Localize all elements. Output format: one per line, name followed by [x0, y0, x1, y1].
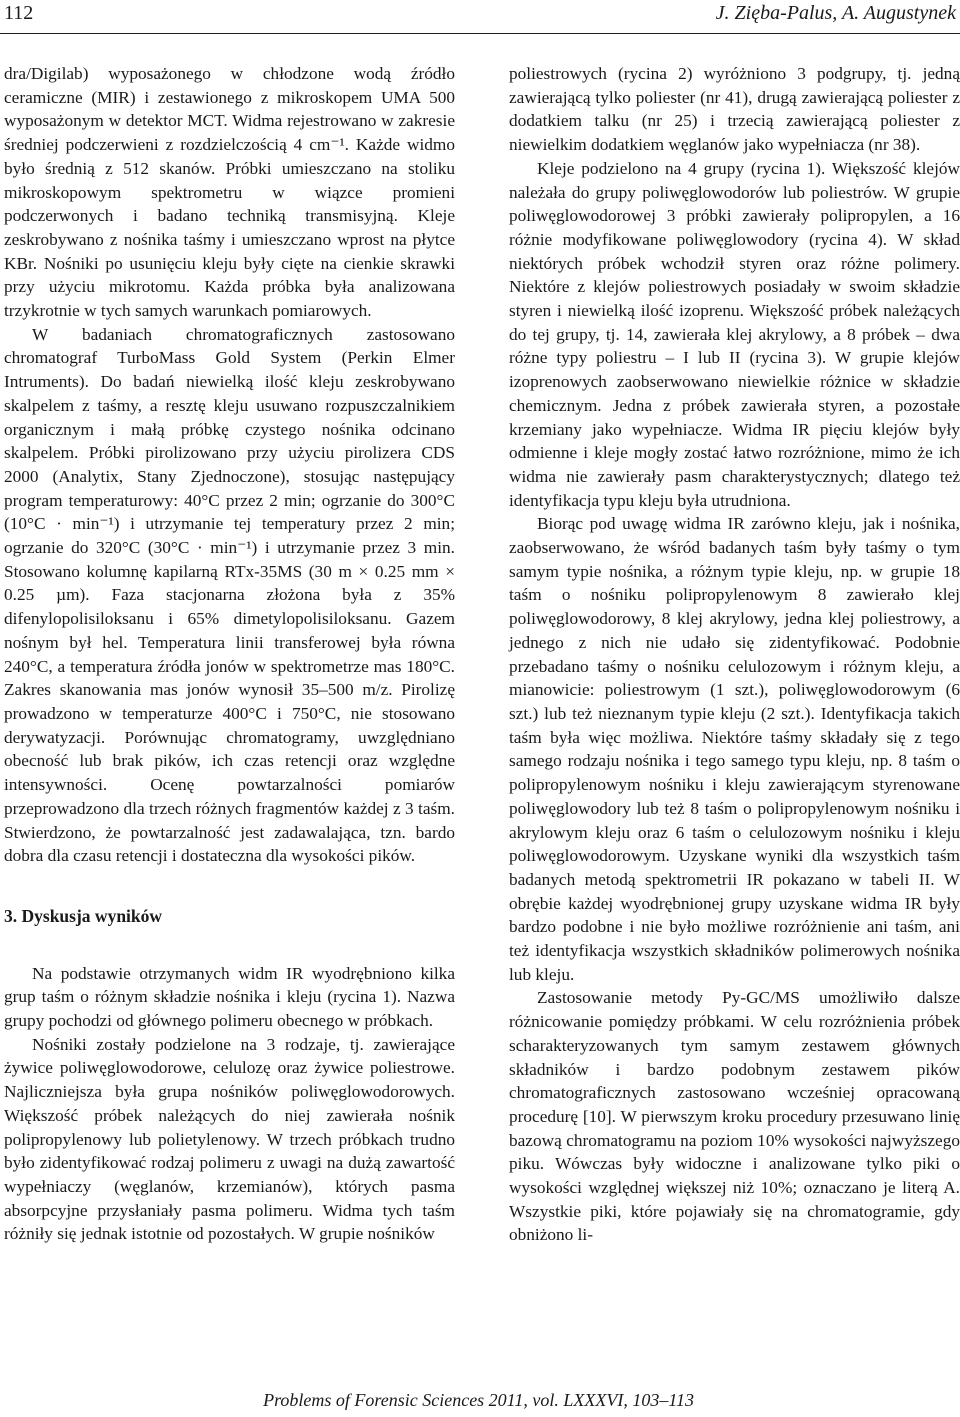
left-column [4, 62, 455, 1246]
header-rule [0, 33, 960, 34]
paragraph: Biorąc pod uwagę widma IR zarówno kleju, jak i nośnika, zaobserwowano, że wśród badanych taśm były taśmy o tym samym typie nośnika, a różnym typie kleju, np. w grupie 18 taśm o nośniku polipropylenowym 8 zawierało klej poliwęglowodorowy, 8 klej akrylowy, jedna klej poliestrowy, a jednego z nich nie udało się zidentyfikować. Podobnie przebadano taśmy o nośniku celulozowym i różnym kleju, a mianowicie: poliestrowym (1 szt.), poliwęglowodorowym (6 szt.) lub też nieznanym typie kleju (2 szt.). Identyfikacja takich taśm była więc możliwa. Niektóre taśmy składały się z tego samego rodzaju nośnika i tego samego typu kleju, np. 8 taśm o polipropylenowym nośniku i kleju zawierającym styrenowane poliwęglowodory lub też 8 taśm o polipropylenowym nośniku i akrylowym kleju oraz 6 taśm o celulozowym nośniku i kleju poliwęglowodorowym. Uzyskane wyniki dla wszystkich taśm badanych metodą spektrometrii IR pokazano w tabeli II. W obrębie każdej wyodrębnionej grupy uzyskane widma IR były bardzo podobne i nie było możliwe rozróżnienie ani taśm, ani też identyfikacja wszystkich składników polimerowych nośnika lub kleju. [509, 514, 960, 984]
page-number: 112 [4, 2, 34, 24]
right-column [509, 62, 960, 1247]
paragraph: Na podstawie otrzymanych widm IR wyodrębniono kilka grup taśm o różnym składzie nośnika i kleju (rycina 1). Nazwa grupy pochodzi od głównego polimeru obecnego w próbkach. [4, 963, 455, 1031]
paragraph: Kleje podzielono na 4 grupy (rycina 1). Większość klejów należała do grupy poliwęglowodorów lub poliestrów. W grupie poliwęglowodorowej 3 próbki zawierały polipropylen, a 16 różnie modyfikowane poliwęglowodory (rycina 4). W skład niektórych próbek wchodził styren oraz różne polimery. Niektóre z klejów poliestrowych posiadały w swoim składzie styren i niewielką ilość izoprenu. Większość próbek należących do tej grupy, tj. 14, zawierała klej akrylowy, a 8 próbek – dwa różne typy poliestru – I lub II (rycina 3). W grupie klejów izoprenowych zaobserwowano niewielkie różnice w składzie chemicznym. Jedna z próbek zawierała styren, a pozostałe krzemiany jako wypełniacze. Widma IR pięciu klejów były odmienne i kleje mogły zostać łatwo rozróżnione, mimo że ich widma nie zawierały pasm charakterystycznych; dlatego też identyfikacja typu kleju była utrudniona. [509, 158, 960, 510]
running-head-authors: J. Zięba-Palus, A. Augustynek [715, 2, 956, 24]
paragraph: Nośniki zostały podzielone na 3 rodzaje, tj. zawierające żywice poliwęglowodorowe, celulozę oraz żywice poliestrowe. Najliczniejsza była grupa nośników poliwęglowodorowych. Większość próbek należących do niej zawierała nośnik polipropylenowy lub polietylenowy. W trzech próbkach trudno było zidentyfikować rodzaj polimeru z uwagi na dużą zawartość wypełniaczy (węglanów, krzemianów), których pasma absorpcyjne przysłaniały pasma polimeru. Widma tych taśm różniły się jednak istotnie od pozostałych. W grupie nośników [4, 1034, 455, 1244]
paragraph: W badaniach chromatograficznych zastosowano chromatograf TurboMass Gold System (Perkin Elmer Intruments). Do badań niewielką ilość kleju zeskrobywano skalpelem z taśmy, a resztę kleju usuwano rozpuszczalnikiem organicznym i małą próbkę czystego nośnika odcinano skalpelem. Próbki pirolizowano przy użyciu pirolizera CDS 2000 (Analytix, Stany Zjednoczone), stosując następujący program temperaturowy: 40°C przez 2 min; ogrzanie do 300°C (10°C · min⁻¹) i utrzymanie tej temperatury przez 2 min; ogrzanie do 320°C (30°C · min⁻¹) i utrzymanie przez 3 min. Stosowano kolumnę kapilarną RTx-35MS (30 m × 0.25 mm × 0.25 µm). Faza stacjonarna złożona była z 35% difenylopolisiloksanu i 65% dimetylopolisiloksanu. Gazem nośnym był hel. Temperatura linii transferowej była równa 240°C, a temperatura źródła jonów w spektrometrze mas 180°C. Zakres skanowania mas jonów wynosił 35–500 m/z. Pirolizę prowadzono w temperaturze 400°C i 750°C, nie stosowano derywatyzacji. Porównując chromatogramy, uwzględniano obecność lub brak pików, ich czas retencji oraz względne intensywności. Ocenę powtarzalności pomiarów przeprowadzono dla trzech różnych fragmentów każdej z 3 taśm. Stwierdzono, że powtarzalność jest zadawalająca, tzn. bardo dobra dla czasu retencji i dostateczna dla wysokości pików. [4, 324, 455, 866]
section-heading: 3. Dyskusja wyników [4, 905, 163, 926]
page-header [0, 0, 960, 40]
paragraph: Zastosowanie metody Py-GC/MS umożliwiło dalsze różnicowanie pomiędzy próbkami. W celu rozróżnienia próbek scharakteryzowanych tym samym zestawem głównych składników i bardzo podobnym zestawem pików chromatograficznych zastosowano wcześniej opracowaną procedurę [10]. W pierwszym kroku procedury przesuwano linię bazową chromatogramu na poziom 10% wysokości najwyższego piku. Wówczas były widoczne i analizowane tylko piki o wysokości względnej większej niż 10%; oznaczano je literą A. Wszystkie piki, które pojawiały się na chromatogramie, gdy obniżono li- [509, 988, 960, 1245]
paragraph: poliestrowych (rycina 2) wyróżniono 3 podgrupy, tj. jedną zawierającą tylko poliester (nr 41), drugą zawierającą poliester z dodatkiem talku (nr 25) i trzecią zawierającą poliester z niewielkim dodatkiem węglanów jako wypełniacza (nr 38). [509, 64, 960, 155]
journal-footer: Problems of Forensic Sciences 2011, vol. LXXXVI, 103–113 [263, 1390, 694, 1410]
paragraph: dra/Digilab) wyposażonego w chłodzone wodą źródło ceramiczne (MIR) i zestawionego z mikroskopem UMA 500 wyposażonym w detektor MCT. Widma rejestrowano w zakresie średniej podczerwieni z rozdzielczością 4 cm⁻¹. Każde widmo było średnią z 512 skanów. Próbki umieszczano na stoliku mikroskopowym spektrometru w wiązce promieni podczerwonych i badano techniką transmisyjną. Kleje zeskrobywano z nośnika taśmy i umieszczano wprost na płytce KBr. Nośniki po usunięciu kleju były cięte na cienkie skrawki przy użyciu mikrotomu. Każda próbka była analizowana trzykrotnie w tych samych warunkach pomiarowych. [4, 64, 455, 321]
